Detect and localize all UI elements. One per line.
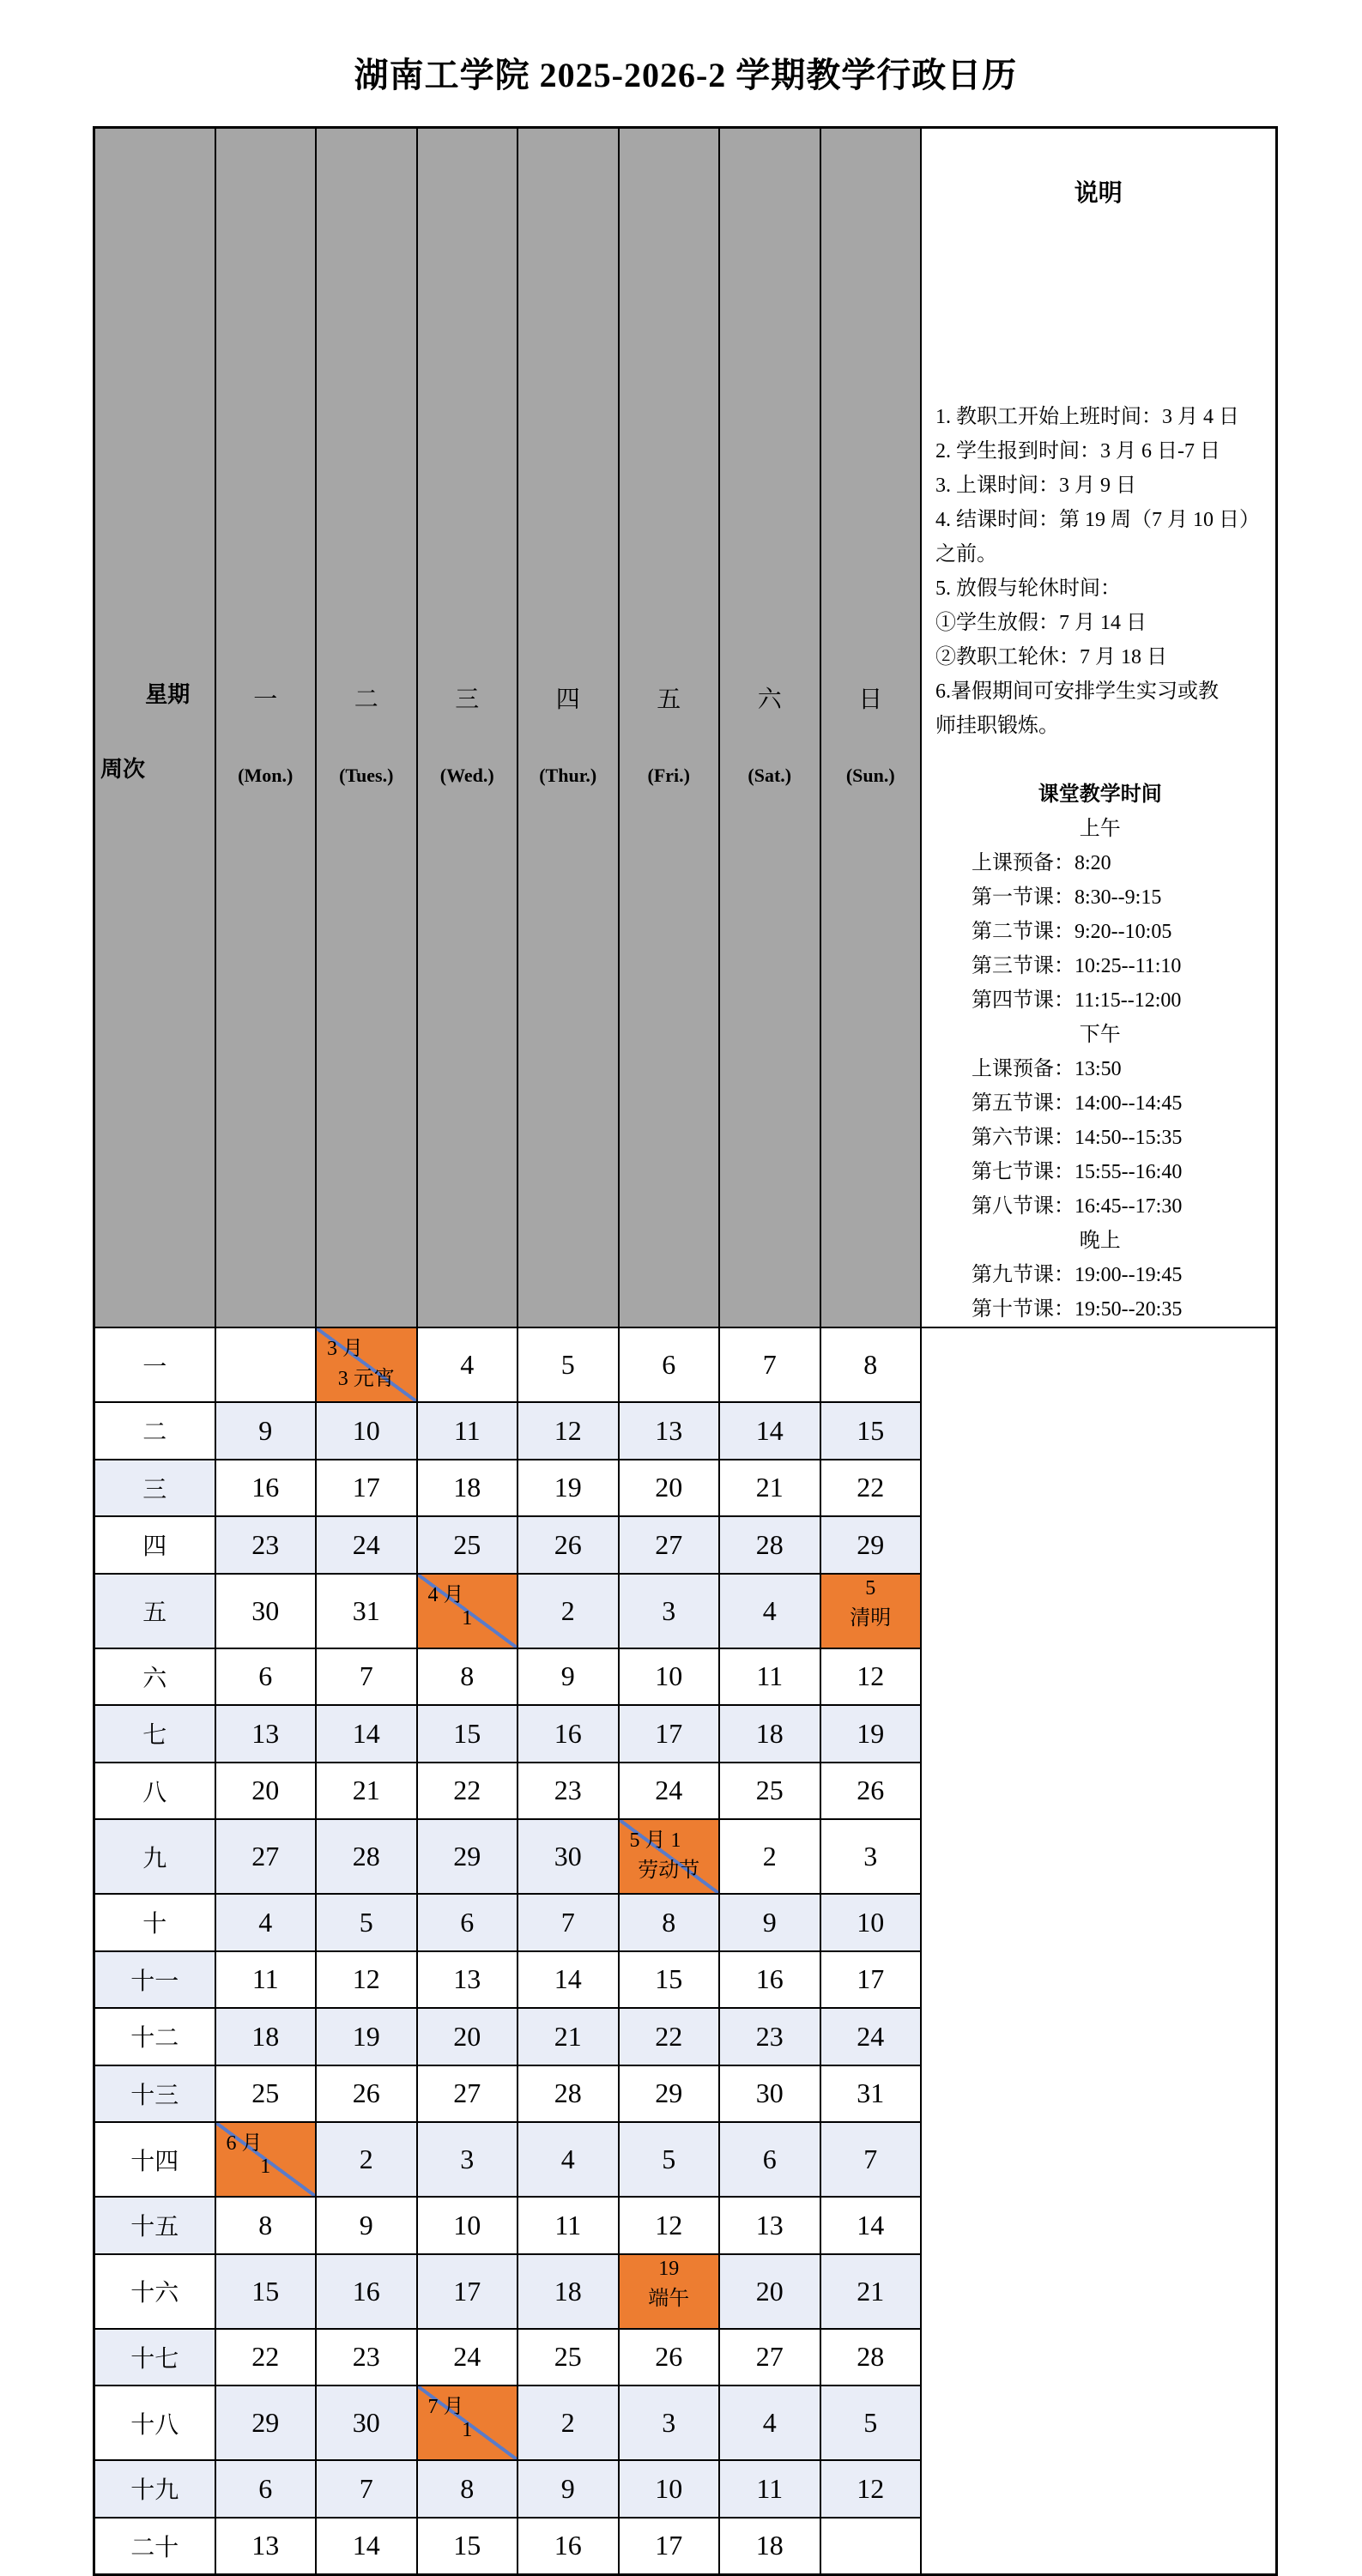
day-cell: 7: [719, 1327, 820, 1402]
holiday-top-label: 6 月: [226, 2132, 263, 2155]
notes-line: 6.暑假期间可安排学生实习或教: [935, 680, 1219, 703]
day-cell: 29: [619, 2065, 720, 2123]
day-cell: 31: [316, 1574, 417, 1648]
notes-line: 5. 放假与轮休时间：: [935, 577, 1121, 600]
notes-header: 说明: [1074, 180, 1123, 207]
day-cell: 15: [215, 2254, 317, 2329]
week-label-cell: 十四: [94, 2122, 215, 2197]
day-cell: 24: [820, 2008, 922, 2065]
day-cell: 20: [417, 2008, 518, 2065]
day-cell: 22: [215, 2329, 317, 2386]
day-cell: 27: [215, 1819, 317, 1894]
day-cell: 17: [417, 2254, 518, 2329]
day-column-header-2: [316, 128, 417, 1328]
notes-line: 下午: [1079, 1024, 1121, 1046]
day-name-zh: 日: [858, 686, 883, 713]
day-cell: 12: [619, 2197, 720, 2254]
day-cell: 28: [518, 2065, 619, 2123]
notes-line: 第一节课：8:30--9:15: [972, 886, 1162, 909]
week-label-cell: 十一: [94, 1951, 215, 2009]
day-cell: 30: [719, 2065, 820, 2123]
day-cell: 29: [820, 1516, 922, 1574]
calendar-week-row-14: [94, 2122, 1277, 2197]
day-column-header-6: [719, 128, 820, 1328]
calendar-week-row-3: [94, 1460, 1277, 1517]
day-cell: 7: [316, 2460, 417, 2518]
day-name-en: (Tues.): [339, 765, 394, 786]
week-label-cell: 十七: [94, 2329, 215, 2386]
day-cell: 16: [316, 2254, 417, 2329]
holiday-cell: [619, 1819, 720, 1894]
day-cell: 21: [518, 2008, 619, 2065]
calendar-week-row-7: [94, 1705, 1277, 1763]
day-cell: 5: [619, 2122, 720, 2197]
day-cell: 20: [215, 1763, 317, 1820]
calendar-week-row-17: [94, 2329, 1277, 2386]
day-cell: 8: [820, 1327, 922, 1402]
day-column-header-4: [518, 128, 619, 1328]
notes-line: 第七节课：15:55--16:40: [972, 1161, 1183, 1183]
calendar-week-row-4: [94, 1516, 1277, 1574]
day-cell: 5: [820, 2386, 922, 2460]
day-cell: 7: [518, 1894, 619, 1951]
day-cell: 20: [719, 2254, 820, 2329]
day-cell: 19: [820, 1705, 922, 1763]
empty-day-cell: [820, 2518, 922, 2575]
day-cell: 26: [619, 2329, 720, 2386]
day-cell: 17: [820, 1951, 922, 2009]
day-cell: 4: [417, 1327, 518, 1402]
day-cell: 13: [215, 2518, 317, 2575]
notes-line: 师挂职锻炼。: [935, 715, 1059, 737]
day-cell: 16: [719, 1951, 820, 2009]
day-cell: 12: [820, 2460, 922, 2518]
calendar-week-row-10: [94, 1894, 1277, 1951]
day-cell: 10: [417, 2197, 518, 2254]
day-cell: 4: [719, 1574, 820, 1648]
day-cell: 9: [518, 2460, 619, 2518]
week-label-cell: 十五: [94, 2197, 215, 2254]
day-cell: 12: [820, 1648, 922, 1706]
day-cell: 24: [619, 1763, 720, 1820]
calendar-week-row-18: [94, 2386, 1277, 2460]
day-cell: 13: [417, 1951, 518, 2009]
day-cell: 2: [316, 2122, 417, 2197]
calendar-week-row-2: [94, 1402, 1277, 1460]
day-column-header-1: [215, 128, 317, 1328]
day-cell: 17: [316, 1460, 417, 1517]
day-cell: 19: [316, 2008, 417, 2065]
day-name-en: (Sat.): [748, 765, 792, 786]
day-cell: 3: [820, 1819, 922, 1894]
day-cell: 28: [316, 1819, 417, 1894]
notes-line: 第二节课：9:20--10:05: [972, 921, 1172, 943]
day-cell: 13: [719, 2197, 820, 2254]
day-cell: 23: [719, 2008, 820, 2065]
holiday-top-label: 5 月 1: [629, 1829, 681, 1852]
weekday-axis-label: 星期: [145, 682, 191, 707]
day-cell: 26: [518, 1516, 619, 1574]
day-cell: 6: [719, 2122, 820, 2197]
holiday-top-label: 7 月: [427, 2396, 464, 2418]
day-cell: 7: [820, 2122, 922, 2197]
day-cell: 15: [619, 1951, 720, 2009]
week-label-cell: 九: [94, 1819, 215, 1894]
week-label-cell: 十二: [94, 2008, 215, 2065]
day-cell: 10: [619, 1648, 720, 1706]
day-cell: 23: [215, 1516, 317, 1574]
day-cell: 2: [719, 1819, 820, 1894]
notes-line: 第十节课：19:50--20:35: [972, 1298, 1183, 1321]
day-cell: 31: [820, 2065, 922, 2123]
day-cell: 12: [518, 1402, 619, 1460]
notes-line: ①学生放假：7 月 14 日: [935, 612, 1147, 634]
day-name-zh: 三: [455, 686, 480, 713]
holiday-bottom-label: 清明: [850, 1606, 892, 1630]
day-cell: 28: [719, 1516, 820, 1574]
calendar-week-row-16: [94, 2254, 1277, 2329]
day-cell: 7: [316, 1648, 417, 1706]
day-cell: 26: [316, 2065, 417, 2123]
notes-line: 上午: [1079, 818, 1121, 840]
day-cell: 21: [820, 2254, 922, 2329]
day-cell: 9: [719, 1894, 820, 1951]
page-title: 湖南工学院 2025-2026-2 学期教学行政日历: [354, 56, 1018, 94]
day-name-zh: 六: [757, 686, 782, 713]
calendar-week-row-11: [94, 1951, 1277, 2009]
day-name-en: (Fri.): [647, 765, 690, 786]
week-label-cell: 二: [94, 1402, 215, 1460]
day-cell: 10: [820, 1894, 922, 1951]
day-cell: 18: [518, 2254, 619, 2329]
day-cell: 30: [518, 1819, 619, 1894]
day-cell: 21: [316, 1763, 417, 1820]
day-cell: 2: [518, 1574, 619, 1648]
day-cell: 22: [820, 1460, 922, 1517]
day-cell: 6: [619, 1327, 720, 1402]
holiday-bottom-label: 3 元宵: [337, 1368, 395, 1390]
notes-line: 1. 教职工开始上班时间：3 月 4 日: [935, 406, 1239, 428]
notes-line: 上课预备：13:50: [972, 1058, 1122, 1080]
day-cell: 4: [518, 2122, 619, 2197]
day-column-header-7: [820, 128, 922, 1328]
day-cell: 17: [619, 2518, 720, 2575]
corner-header: [94, 128, 215, 1328]
notes-line: 第六节课：14:50--15:35: [972, 1127, 1183, 1149]
holiday-cell: [215, 2122, 317, 2197]
day-cell: 13: [619, 1402, 720, 1460]
week-label-cell: 七: [94, 1705, 215, 1763]
day-cell: 19: [518, 1460, 619, 1517]
day-cell: 4: [215, 1894, 317, 1951]
day-cell: 22: [619, 2008, 720, 2065]
day-cell: 18: [719, 2518, 820, 2575]
holiday-bottom-label: 1: [462, 2419, 473, 2441]
day-cell: 3: [417, 2122, 518, 2197]
day-name-zh: 五: [657, 686, 681, 713]
week-label-cell: 三: [94, 1460, 215, 1517]
day-name-en: (Thur.): [539, 765, 597, 786]
day-cell: 27: [619, 1516, 720, 1574]
day-cell: 8: [417, 2460, 518, 2518]
day-cell: 17: [619, 1705, 720, 1763]
day-cell: 16: [518, 1705, 619, 1763]
holiday-top-label: 4 月: [427, 1583, 464, 1606]
calendar-week-row-5: [94, 1574, 1277, 1648]
day-name-en: (Mon.): [238, 765, 294, 786]
day-cell: 6: [215, 1648, 317, 1706]
calendar-week-row-6: [94, 1648, 1277, 1706]
day-cell: 4: [719, 2386, 820, 2460]
week-label-cell: 五: [94, 1574, 215, 1648]
notes-line: 之前。: [935, 543, 997, 565]
day-cell: 27: [417, 2065, 518, 2123]
notes-body: [922, 254, 1275, 1327]
notes-line: 课堂教学时间: [1038, 783, 1162, 806]
day-cell: 9: [316, 2197, 417, 2254]
calendar-week-row-1: [94, 1327, 1277, 1402]
week-label-cell: 四: [94, 1516, 215, 1574]
day-cell: 14: [316, 1705, 417, 1763]
day-cell: 9: [215, 1402, 317, 1460]
week-label-cell: 十六: [94, 2254, 215, 2329]
day-name-zh: 二: [354, 686, 378, 713]
holiday-cell: [316, 1327, 417, 1402]
day-cell: 12: [316, 1951, 417, 2009]
day-cell: 15: [417, 2518, 518, 2575]
day-cell: 2: [518, 2386, 619, 2460]
day-column-header-5: [619, 128, 720, 1328]
holiday-cell: [619, 2254, 720, 2329]
holiday-cell: [417, 1574, 518, 1648]
day-cell: 15: [820, 1402, 922, 1460]
day-cell: 14: [316, 2518, 417, 2575]
day-cell: 14: [518, 1951, 619, 2009]
day-cell: 13: [215, 1705, 317, 1763]
day-cell: 21: [719, 1460, 820, 1517]
day-cell: 16: [518, 2518, 619, 2575]
day-cell: 8: [619, 1894, 720, 1951]
notes-line: 第四节课：11:15--12:00: [972, 989, 1182, 1012]
day-cell: 18: [417, 1460, 518, 1517]
holiday-bottom-label: 1: [260, 2156, 271, 2178]
day-cell: 23: [518, 1763, 619, 1820]
day-cell: 25: [417, 1516, 518, 1574]
notes-line: 第八节课：16:45--17:30: [972, 1195, 1183, 1218]
notes-line: 2. 学生报到时间：3 月 6 日-7 日: [935, 440, 1220, 463]
notes-line: 第三节课：10:25--11:10: [972, 955, 1182, 977]
calendar-week-row-15: [94, 2197, 1277, 2254]
day-cell: 22: [417, 1763, 518, 1820]
day-cell: 24: [316, 1516, 417, 1574]
day-cell: 8: [215, 2197, 317, 2254]
day-cell: 16: [215, 1460, 317, 1517]
calendar-week-row-12: [94, 2008, 1277, 2065]
week-label-cell: 二十: [94, 2518, 215, 2575]
day-cell: 24: [417, 2329, 518, 2386]
calendar-week-row-19: [94, 2460, 1277, 2518]
day-cell: 14: [820, 2197, 922, 2254]
holiday-top-label: 5: [865, 1576, 876, 1599]
day-cell: 25: [518, 2329, 619, 2386]
day-cell: 11: [417, 1402, 518, 1460]
day-cell: 8: [417, 1648, 518, 1706]
holiday-bottom-label: 1: [462, 1606, 473, 1630]
day-cell: 11: [719, 2460, 820, 2518]
day-cell: 30: [215, 1574, 317, 1648]
calendar-table: [93, 126, 1278, 2576]
holiday-cell: [820, 1574, 922, 1648]
day-name-zh: 四: [555, 686, 580, 713]
calendar-week-row-13: [94, 2065, 1277, 2123]
notes-line: 第五节课：14:00--14:45: [972, 1092, 1183, 1115]
week-label-cell: 十: [94, 1894, 215, 1951]
notes-line: 上课预备：8:20: [972, 852, 1111, 874]
page: [0, 48, 1362, 2576]
day-name-en: (Sun.): [845, 765, 895, 786]
week-label-cell: 八: [94, 1763, 215, 1820]
week-label-cell: 一: [94, 1327, 215, 1402]
day-cell: 15: [417, 1705, 518, 1763]
day-cell: 11: [215, 1951, 317, 2009]
empty-day-cell: [215, 1327, 317, 1402]
day-cell: 20: [619, 1460, 720, 1517]
day-cell: 3: [619, 1574, 720, 1648]
day-cell: 27: [719, 2329, 820, 2386]
day-cell: 25: [215, 2065, 317, 2123]
weeknum-axis-label: 周次: [100, 757, 146, 782]
holiday-cell: [417, 2386, 518, 2460]
day-cell: 18: [215, 2008, 317, 2065]
holiday-top-label: 19: [658, 2257, 680, 2280]
day-cell: 30: [316, 2386, 417, 2460]
notes-line: 第九节课：19:00--19:45: [972, 1264, 1183, 1286]
day-cell: 18: [719, 1705, 820, 1763]
week-label-cell: 十九: [94, 2460, 215, 2518]
day-cell: 11: [719, 1648, 820, 1706]
day-cell: 23: [316, 2329, 417, 2386]
day-name-zh: 一: [253, 686, 278, 713]
day-cell: 10: [619, 2460, 720, 2518]
day-cell: 5: [316, 1894, 417, 1951]
notes-blank-line: [935, 743, 1265, 777]
calendar-week-row-8: [94, 1763, 1277, 1820]
week-label-cell: 六: [94, 1648, 215, 1706]
day-cell: 10: [316, 1402, 417, 1460]
calendar-week-row-20: [94, 2518, 1277, 2575]
day-cell: 6: [417, 1894, 518, 1951]
day-cell: 29: [417, 1819, 518, 1894]
day-cell: 3: [619, 2386, 720, 2460]
day-cell: 26: [820, 1763, 922, 1820]
day-cell: 29: [215, 2386, 317, 2460]
notes-line: ②教职工轮休：7 月 18 日: [935, 646, 1167, 668]
day-cell: 14: [719, 1402, 820, 1460]
notes-line: 晚上: [1079, 1230, 1121, 1252]
day-name-en: (Wed.): [439, 765, 494, 786]
week-label-cell: 十八: [94, 2386, 215, 2460]
notes-line: 3. 上课时间：3 月 9 日: [935, 475, 1136, 497]
week-label-cell: 十三: [94, 2065, 215, 2123]
day-cell: 11: [518, 2197, 619, 2254]
day-cell: 6: [215, 2460, 317, 2518]
day-cell: 9: [518, 1648, 619, 1706]
notes-panel: [921, 128, 1276, 1328]
holiday-bottom-label: 端午: [648, 2287, 690, 2310]
day-column-header-3: [417, 128, 518, 1328]
day-cell: 28: [820, 2329, 922, 2386]
calendar-week-row-9: [94, 1819, 1277, 1894]
notes-line: 4. 结课时间：第 19 周（7 月 10 日）: [935, 509, 1260, 531]
holiday-bottom-label: 劳动节: [638, 1859, 700, 1882]
day-cell: 5: [518, 1327, 619, 1402]
day-cell: 25: [719, 1763, 820, 1820]
holiday-top-label: 3 月: [327, 1338, 363, 1360]
